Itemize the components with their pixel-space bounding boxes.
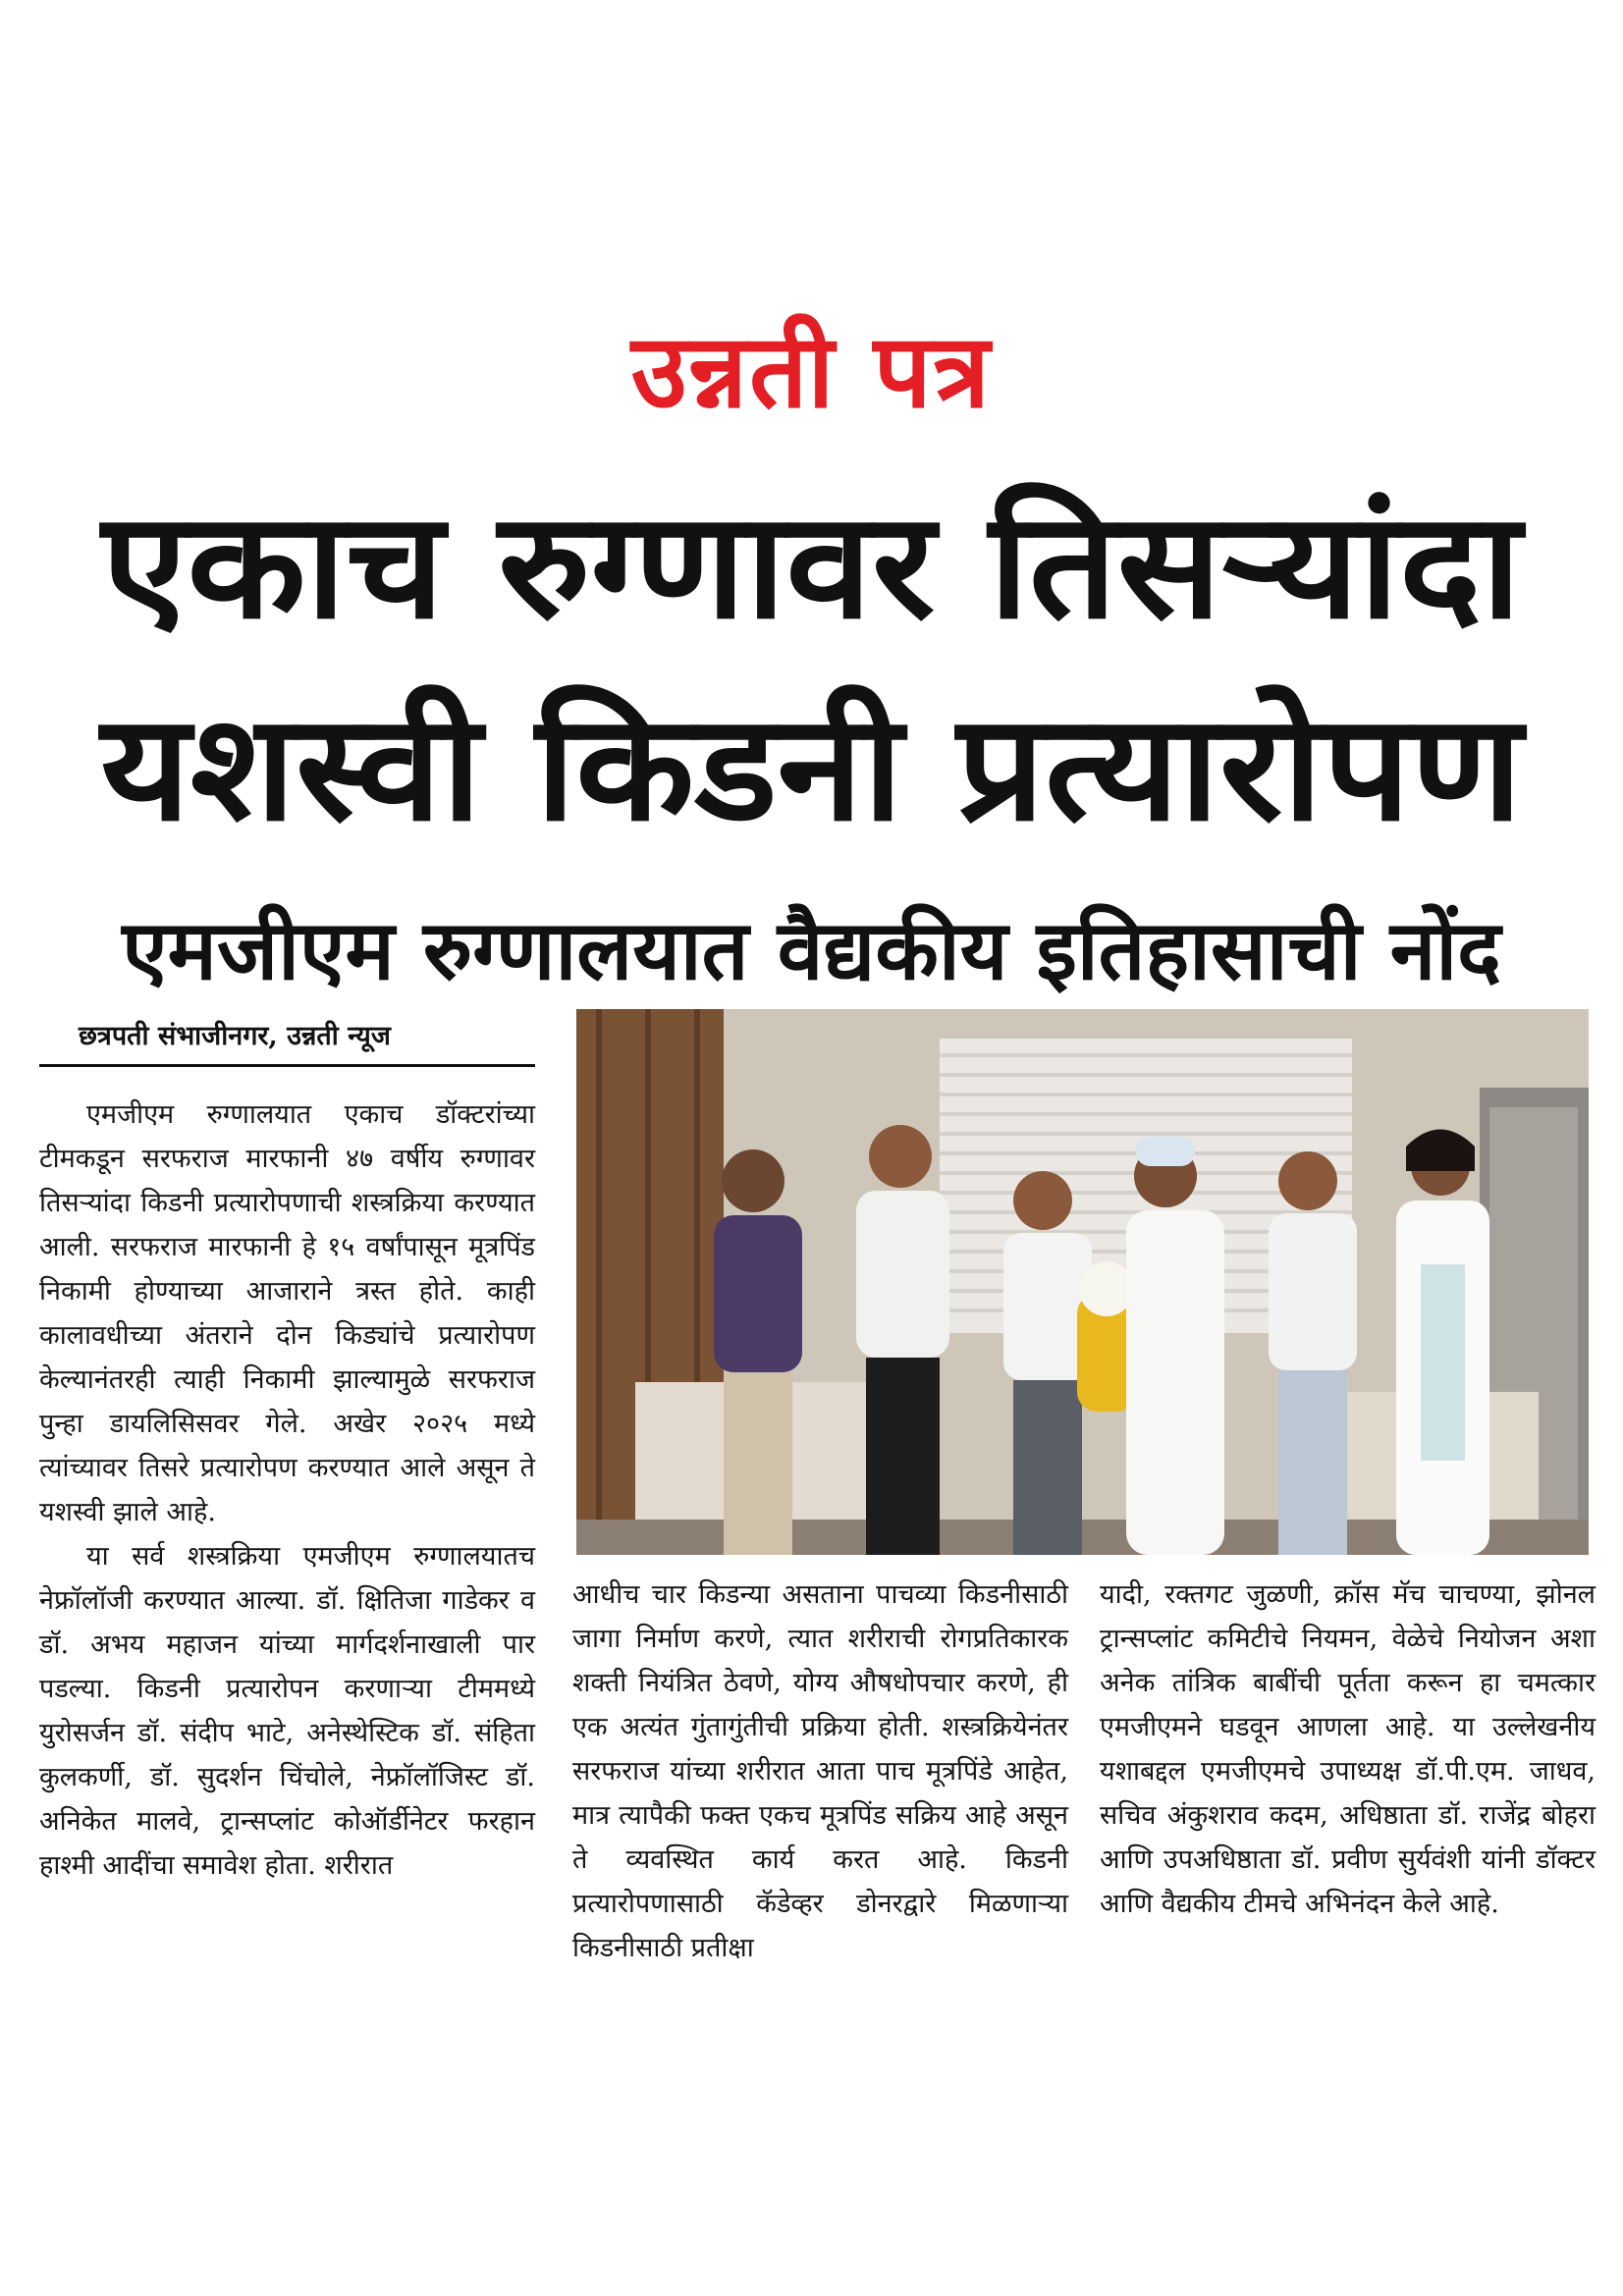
news-photo — [576, 1009, 1589, 1555]
article-column-3 — [1100, 1573, 1596, 1926]
article-column-2 — [572, 1573, 1068, 1970]
dateline-divider — [39, 1064, 535, 1067]
group-photo-illustration — [576, 1009, 1589, 1555]
masthead-title: उन्नती पत्र — [630, 311, 993, 431]
article-paragraph: यादी, रक्तगट जुळणी, क्रॉस मॅच चाचण्या, झोनल ट्रान्सप्लांट कमिटीचे नियमन, वेळेचे नियोजन अशा अनेक तांत्रिक बाबींची पूर्तता करून हा चमत्कार एमजीएमने घडवून आणला आहे. या उल्लेखनीय यशाबद्दल एमजीएमचे उपाध्यक्ष डॉ.पी.एम. जाधव, सचिव अंकुशराव कदम, अधिष्ठाता डॉ. राजेंद्र बोहरा आणि उपअधिष्ठाता डॉ. प्रवीण सुर्यवंशी यांनी डॉक्टर आणि वैद्यकीय टीमचे अभिनंदन केले आहे. — [1100, 1579, 1596, 1919]
dateline: छत्रपती संभाजीनगर, उन्नती न्यूज — [79, 1021, 391, 1051]
article-paragraph: एमजीएम रुग्णालयात एकाच डॉक्टरांच्या टीमकडून सरफराज मारफानी ४७ वर्षीय रुग्णावर तिसऱ्यांदा किडनी प्रत्यारोपणाची शस्त्रक्रिया करण्यात आली. सरफराज मारफानी हे १५ वर्षांपासून मूत्रपिंड निकामी होण्याच्या आजाराने त्रस्त होते. काही कालावधीच्या अंतराने दोन किड्यांचे प्रत्यारोपण केल्यानंतरही त्याही निकामी झाल्यामुळे सरफराज पुन्हा डायलिसिसवर गेले. अखेर २०२५ मध्ये त्यांच्यावर तिसरे प्रत्यारोपण करण्यात आले असून ते यशस्वी झाले आहे. — [39, 1099, 535, 1527]
article-column-1 — [39, 1093, 535, 1888]
headline-line-1: एकाच रुग्णावर तिसऱ्यांदा — [101, 481, 1522, 652]
subheadline: एमजीएम रुग्णालयात वैद्यकीय इतिहासाची नोंद — [122, 902, 1501, 998]
headline-line-2: यशस्वी किडनी प्रत्यारोपण — [100, 683, 1523, 854]
article-paragraph: या सर्व शस्त्रक्रिया एमजीएम रुग्णालयातच नेफ्रॉलॉजी करण्यात आल्या. डॉ. क्षितिजा गाडेकर व डॉ. अभय महाजन यांच्या मार्गदर्शनाखाली पार पडल्या. किडनी प्रत्यारोपन करणाऱ्या टीममध्ये युरोसर्जन डॉ. संदीप भाटे, अनेस्थेस्टिक डॉ. संहिता कुलकर्णी, डॉ. सुदर्शन चिंचोले, नेफ्रॉलॉजिस्ट डॉ. अनिकेत मालवे, ट्रान्सप्लांट कोऑर्डीनेटर फरहान हाश्मी आदींचा समावेश होता. शरीरात — [39, 1541, 535, 1881]
article-paragraph: आधीच चार किडन्या असताना पाचव्या किडनीसाठी जागा निर्माण करणे, त्यात शरीराची रोगप्रतिकारक शक्ती नियंत्रित ठेवणे, योग्य औषधोपचार करणे, ही एक अत्यंत गुंतागुंतीची प्रक्रिया होती. शस्त्रक्रियेनंतर सरफराज यांच्या शरीरात आता पाच मूत्रपिंडे आहेत, मात्र त्यापैकी फक्त एकच मूत्रपिंड सक्रिय आहे असून ते व्यवस्थित कार्य करत आहे. किडनी प्रत्यारोपणासाठी कॅडेव्हर डोनरद्वारे मिळणाऱ्या किडनीसाठी प्रतीक्षा — [572, 1579, 1068, 1963]
